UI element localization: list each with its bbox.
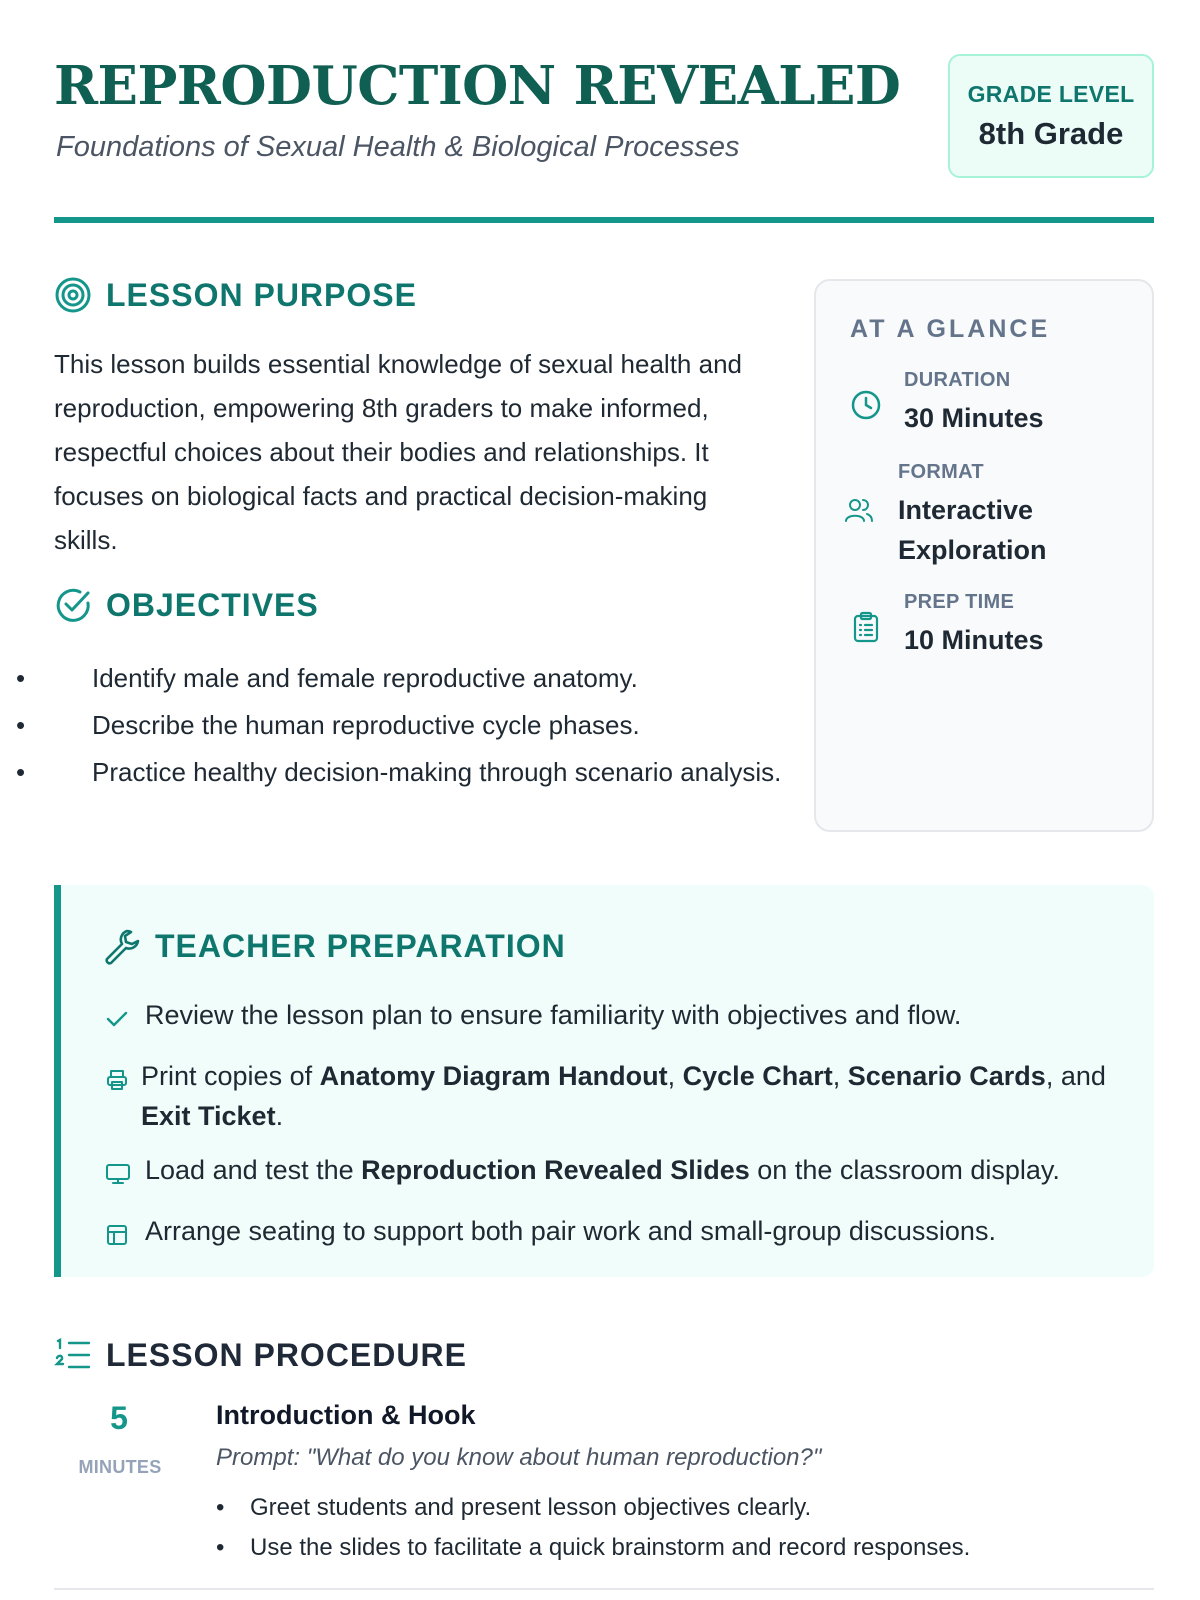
step-prompt: Prompt: "What do you know about human reproduction?" <box>216 1444 822 1471</box>
at-a-glance-title: AT A GLANCE <box>850 315 1051 343</box>
monitor-icon <box>105 1150 145 1197</box>
duration-label: DURATION <box>904 369 1011 391</box>
printer-icon <box>105 1056 141 1103</box>
step-minutes-label: MINUTES <box>78 1457 162 1477</box>
grade-level-label: GRADE LEVEL <box>967 81 1135 107</box>
check-circle-icon <box>54 586 92 624</box>
layout-icon <box>105 1211 145 1258</box>
page-title: REPRODUCTION REVEALED <box>54 55 901 117</box>
prep-time-value: 10 Minutes <box>904 625 1044 655</box>
page-header <box>54 52 1154 182</box>
users-icon <box>844 461 884 530</box>
objective-item: • Practice healthy decision-making through scenario analysis. <box>54 752 794 792</box>
lesson-purpose-title: LESSON PURPOSE <box>106 276 417 313</box>
teacher-preparation-title: TEACHER PREPARATION <box>155 927 566 964</box>
check-icon <box>105 995 145 1042</box>
lesson-procedure-heading <box>54 1336 467 1374</box>
grade-level-value: 8th Grade <box>978 116 1124 151</box>
teacher-preparation-list <box>105 995 1115 1272</box>
prep-item <box>105 1211 1115 1258</box>
format-label: FORMAT <box>898 461 984 483</box>
format-value: Interactive Exploration <box>898 495 1047 565</box>
objectives-list <box>54 658 794 799</box>
glance-format <box>844 461 1078 570</box>
exit-ticket-name: Exit Ticket <box>141 1101 276 1131</box>
objective-item: • Describe the human reproductive cycle phases. <box>54 705 794 745</box>
wrench-icon <box>103 927 141 965</box>
clock-icon <box>850 369 890 426</box>
lesson-purpose-text: This lesson builds essential knowledge of sexual health and reproduction, empowering 8th graders to make informed, respectful choices about their bodies and relationships. It focuses on biological facts and practical decision-making skills. <box>54 349 742 555</box>
clipboard-icon <box>850 591 890 648</box>
step-bullet: • Greet students and present lesson objectives clearly. <box>216 1488 970 1528</box>
objective-item: • Identify male and female reproductive anatomy. <box>54 658 794 698</box>
prep-item-text: Arrange seating to support both pair work and small-group discussions. <box>145 1216 996 1246</box>
glance-prep-time <box>850 591 1044 660</box>
objectives-heading <box>54 586 319 624</box>
prep-item-text: Print copies of Anatomy Diagram Handout, Cycle Chart, Scenario Cards, and Exit Ticket. <box>141 1061 1106 1131</box>
page-subtitle: Foundations of Sexual Health & Biological Processes <box>56 131 740 163</box>
step-bullet: • Use the slides to facilitate a quick brainstorm and record responses. <box>216 1528 970 1568</box>
anatomy-handout-name: Anatomy Diagram Handout <box>319 1061 668 1091</box>
at-a-glance-card <box>814 279 1154 832</box>
step-bullets <box>216 1488 970 1568</box>
lesson-purpose-heading <box>54 276 417 314</box>
grade-level-badge <box>948 54 1154 178</box>
prep-item <box>105 1150 1115 1197</box>
glance-duration <box>850 369 1044 438</box>
prep-item-text: Review the lesson plan to ensure familiarity with objectives and flow. <box>145 1000 962 1030</box>
cycle-chart-name: Cycle Chart <box>682 1061 833 1091</box>
teacher-preparation-panel <box>54 885 1154 1277</box>
procedure-step <box>54 1400 1154 1590</box>
scenario-cards-name: Scenario Cards <box>847 1061 1046 1091</box>
prep-item-text: Load and test the Reproduction Revealed Slides on the classroom display. <box>145 1155 1060 1185</box>
step-title: Introduction & Hook <box>216 1400 476 1430</box>
ordered-list-icon <box>54 1336 92 1374</box>
step-minutes: 5 <box>110 1400 128 1436</box>
prep-item <box>105 1056 1115 1136</box>
header-divider <box>54 217 1154 223</box>
duration-value: 30 Minutes <box>904 403 1044 433</box>
objectives-title: OBJECTIVES <box>106 586 319 623</box>
prep-time-label: PREP TIME <box>904 591 1015 613</box>
prep-item <box>105 995 1115 1042</box>
lesson-procedure-title: LESSON PROCEDURE <box>106 1336 467 1373</box>
teacher-preparation-heading <box>103 927 566 965</box>
target-icon <box>54 276 92 314</box>
slides-name: Reproduction Revealed Slides <box>361 1155 750 1185</box>
